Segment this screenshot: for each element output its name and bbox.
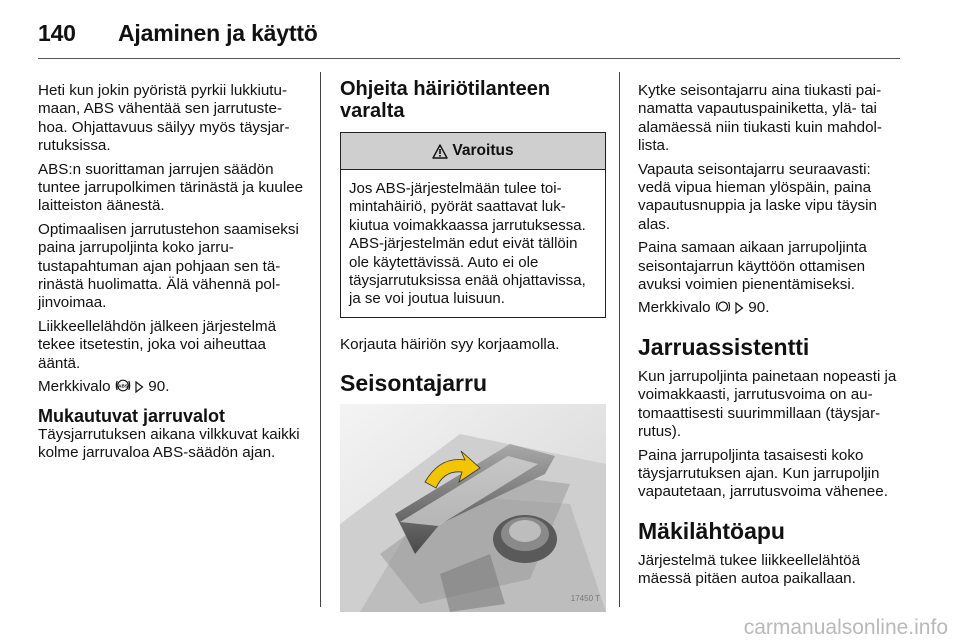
brake-assist-paragraph-1: Kun jarrupoljinta painetaan nopeasti ja voimakkaasti, jarrutusvoima on automaattisesti suurimmillaan (täysjarrutus).	[638, 367, 897, 441]
parking-brake-photo	[340, 404, 606, 612]
svg-text:ABS: ABS	[117, 383, 128, 389]
warning-triangle-icon	[432, 144, 448, 159]
page-number: 140	[38, 20, 76, 46]
column-divider-1	[320, 72, 321, 607]
watermark: carmanualsonline.info	[743, 616, 948, 639]
brake-assist-heading: Jarruassistentti	[638, 333, 810, 360]
adaptive-brake-lights-heading: Mukautuvat jarruvalot	[38, 405, 226, 426]
abs-paragraph-3: Optimaalisen jarrutustehon saamiseksi paina jarrupoljinta koko jarrutustapahtuman ajan pohjaan sen tärinästä huolimatta. Älä vähennä poljinvoimaa.	[38, 220, 299, 312]
hill-start-assist-heading: Mäkilähtöapu	[638, 517, 785, 544]
hill-start-assist-text: Järjestelmä tukee liikkeellelähtöä mäessä pitäen autoa paikallaan.	[638, 551, 861, 588]
column-3	[638, 82, 904, 594]
brake-assist-paragraph-2: Paina jarrupoljinta tasaisesti koko täysjarrutuksen ajan. Kun jarrupoljin vapautetaan, jarrutusvoima vähenee.	[638, 446, 888, 501]
abs-paragraph-2: ABS:n suorittaman jarrujen säädön tuntee jarrupolkimen tärinästä ja kuulee laitteiston äänestä.	[38, 160, 304, 215]
page-reference-icon	[135, 381, 144, 393]
parking-brake-paragraph-1: Kytke seisontajarru aina tiukasti painamatta vapautuspainiketta, ylä- tai alamäessä niin tiukasti kuin mahdollista.	[638, 82, 882, 155]
header-rule	[38, 58, 900, 59]
adaptive-brake-lights-text: Täysjarrutuksen aikana vilkkuvat kaikki kolme jarruvaloa ABS-säädön ajan.	[38, 425, 300, 461]
brake-warning-icon	[715, 299, 731, 314]
column-1	[38, 82, 306, 467]
page-reference-icon	[735, 302, 744, 314]
warning-title: Varoitus	[452, 141, 514, 159]
parking-brake-heading: Seisontajarru	[340, 370, 487, 397]
photo-code: 17450 T	[570, 593, 600, 603]
warning-box	[340, 132, 606, 318]
column-2	[340, 78, 608, 612]
abs-warning-icon	[115, 378, 131, 393]
warning-text: Jos ABS-järjestelmään tulee toimintahäiriö, pyörät saattavat lukkiutua voimakkaassa jarrutuksessa. ABS-järjestelmän edut eivät tällöin ole käytettävissä. Auto ei ole täysjarrutuksissa enää ohjattavissa, ja se voi joutua luisuun.	[349, 180, 586, 308]
parking-brake-illustration	[340, 404, 606, 612]
warning-header	[341, 133, 605, 170]
abs-indicator-ref	[38, 378, 306, 396]
troubleshooting-heading: Ohjeita häiriötilanteen varalta	[340, 78, 551, 122]
page-header	[38, 12, 918, 52]
parking-brake-paragraph-3: Paina samaan aikaan jarrupoljinta seisontajarrun käyttöön ottamisen avuksi voimien pienentämiseksi.	[638, 239, 867, 294]
column-divider-2	[619, 72, 620, 607]
repair-note: Korjauta häiriön syy korjaamolla.	[340, 335, 560, 353]
page-title: Ajaminen ja käyttö	[118, 20, 318, 46]
indicator-label: Merkkivalo	[638, 299, 711, 317]
abs-paragraph-4: Liikkeellelähdön jälkeen järjestelmä tekee itsetestin, joka voi aiheuttaa ääntä.	[38, 317, 277, 372]
indicator-page-ref: 90.	[748, 299, 770, 317]
abs-paragraph-1: Heti kun jokin pyöristä pyrkii lukkiutumaan, ABS vähentää sen jarrutustehoa. Ohjattavuus säilyy myös täysjarrutuksissa.	[38, 82, 290, 155]
parking-brake-paragraph-2: Vapauta seisontajarru seuraavasti: vedä vipua hieman ylöspäin, paina vapautusnuppia ja laske vipu täysin alas.	[638, 160, 877, 233]
indicator-page-ref: 90.	[148, 378, 170, 396]
parking-brake-indicator-ref	[638, 299, 904, 317]
indicator-label: Merkkivalo	[38, 378, 111, 396]
